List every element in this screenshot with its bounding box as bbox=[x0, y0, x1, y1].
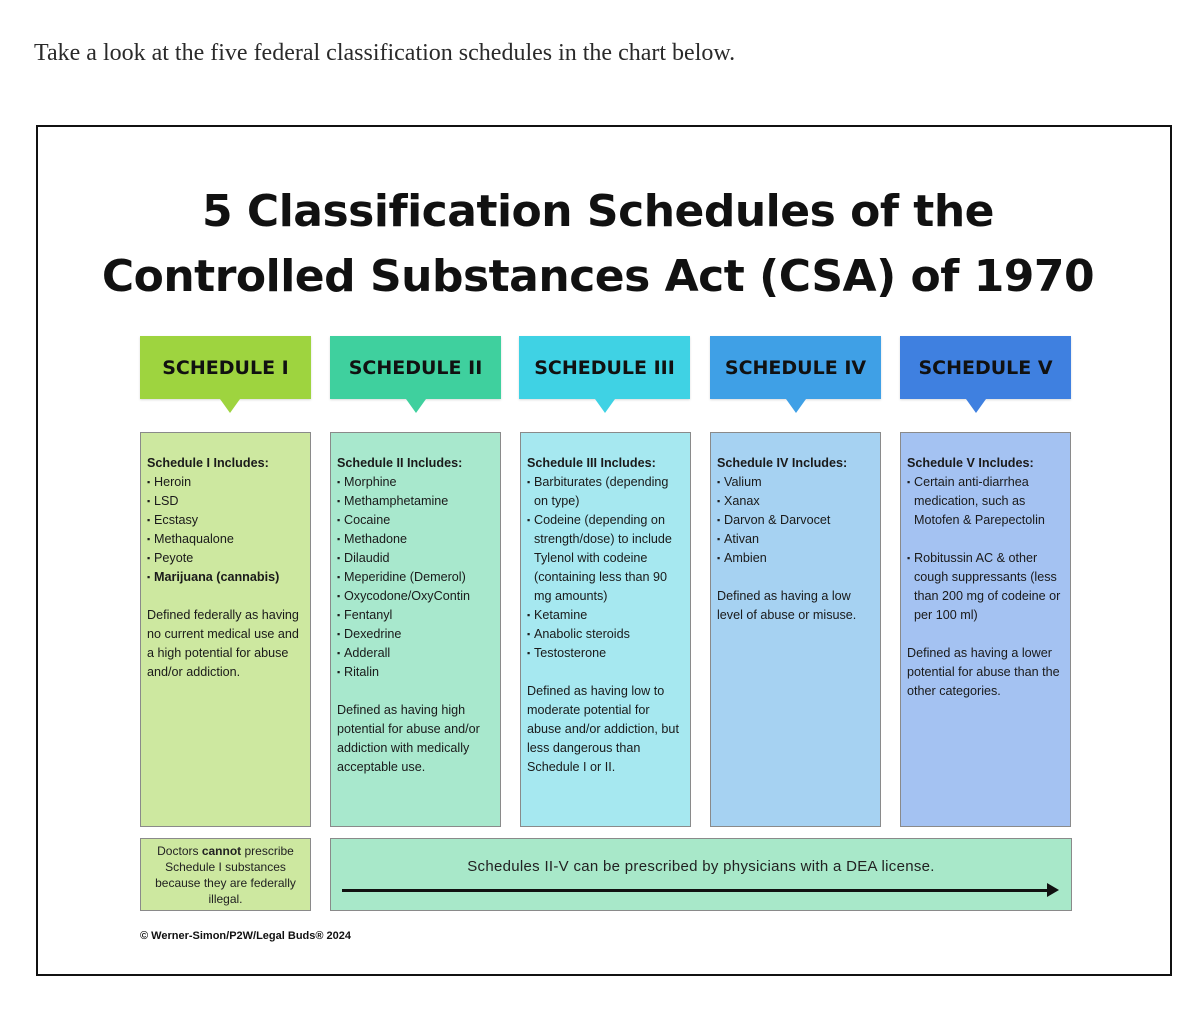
list-item: ▪ LSD bbox=[147, 492, 305, 511]
list-item: ▪ Oxycodone/OxyContin bbox=[337, 587, 495, 606]
schedule-iii-includes: Schedule III Includes: bbox=[527, 456, 656, 470]
list-item: ▪ Barbiturates (depending on type) bbox=[527, 473, 685, 511]
schedule-iv-arrow bbox=[786, 399, 806, 413]
chart-title-line-2: Controlled Substances Act (CSA) of 1970 bbox=[101, 251, 1095, 302]
schedule-i-includes: Schedule I Includes: bbox=[147, 456, 269, 470]
schedule-i-header: SCHEDULE I bbox=[140, 336, 311, 399]
list-item: ▪ Xanax bbox=[717, 492, 875, 511]
schedule-i-arrow bbox=[220, 399, 240, 413]
list-item: ▪ Methaqualone bbox=[147, 530, 305, 549]
schedule-iv-header: SCHEDULE IV bbox=[710, 336, 881, 399]
schedule-i-box bbox=[140, 432, 311, 827]
schedule-iii-definition: Defined as having low to moderate potential for abuse and/or addiction, but less dangerous than Schedule I or II. bbox=[527, 684, 679, 774]
list-item: ▪ Adderall bbox=[337, 644, 495, 663]
schedule-ii-includes: Schedule II Includes: bbox=[337, 456, 463, 470]
list-item: ▪ Ketamine bbox=[527, 606, 685, 625]
list-item: ▪ Ritalin bbox=[337, 663, 495, 682]
list-item: ▪ Dexedrine bbox=[337, 625, 495, 644]
schedule-iv-box bbox=[710, 432, 881, 827]
schedule-iii-box bbox=[520, 432, 691, 827]
list-item: ▪ Peyote bbox=[147, 549, 305, 568]
chart-frame bbox=[36, 125, 1172, 976]
schedule-v-list bbox=[907, 473, 1065, 625]
schedule-iv-includes: Schedule IV Includes: bbox=[717, 456, 848, 470]
schedule-ii-definition: Defined as having high potential for abuse and/or addiction with medically acceptable use. bbox=[337, 703, 480, 774]
list-item: ▪ Testosterone bbox=[527, 644, 685, 663]
schedule-ii-arrow bbox=[406, 399, 426, 413]
note-text-pre: Doctors bbox=[157, 844, 202, 858]
schedule-v-header: SCHEDULE V bbox=[900, 336, 1071, 399]
schedule-i-prescription-note bbox=[140, 838, 311, 911]
list-item: ▪ Morphine bbox=[337, 473, 495, 492]
schedule-ii-box bbox=[330, 432, 501, 827]
schedule-iv-definition: Defined as having a low level of abuse or misuse. bbox=[717, 589, 857, 622]
schedule-v-includes: Schedule V Includes: bbox=[907, 456, 1034, 470]
schedule-ii-header: SCHEDULE II bbox=[330, 336, 501, 399]
arrow-right-icon bbox=[1047, 883, 1059, 897]
schedule-iii-header: SCHEDULE III bbox=[519, 336, 690, 399]
schedule-iii-list bbox=[527, 473, 685, 663]
list-item: ▪ Anabolic steroids bbox=[527, 625, 685, 644]
note-text-bold: cannot bbox=[201, 844, 242, 858]
list-item: ▪ Darvon & Darvocet bbox=[717, 511, 875, 530]
list-item: ▪ Ativan bbox=[717, 530, 875, 549]
intro-text: Take a look at the five federal classification schedules in the chart below. bbox=[34, 40, 736, 66]
list-item: ▪ Ecstasy bbox=[147, 511, 305, 530]
list-item: ▪ Marijuana (cannabis) bbox=[147, 568, 305, 587]
list-item: ▪ Methadone bbox=[337, 530, 495, 549]
arrow-line bbox=[342, 889, 1050, 892]
list-item: ▪ Valium bbox=[717, 473, 875, 492]
list-item: ▪ Certain anti-diarrhea medication, such as Motofen & Parepectolin bbox=[907, 473, 1065, 530]
list-item: ▪ Robitussin AC & other cough suppressants (less than 200 mg of codeine or per 100 ml) bbox=[907, 549, 1065, 625]
schedule-i-definition: Defined federally as having no current medical use and a high potential for abuse and/or addiction. bbox=[147, 608, 299, 679]
copyright: © Werner-Simon/P2W/Legal Buds® 2024 bbox=[140, 930, 352, 942]
list-item: ▪ Meperidine (Demerol) bbox=[337, 568, 495, 587]
schedule-v-definition: Defined as having a lower potential for abuse than the other categories. bbox=[907, 646, 1060, 698]
list-item: ▪ Ambien bbox=[717, 549, 875, 568]
list-item: ▪ Heroin bbox=[147, 473, 305, 492]
list-item: ▪ Dilaudid bbox=[337, 549, 495, 568]
schedule-iv-list bbox=[717, 473, 875, 568]
chart-title bbox=[38, 179, 1158, 309]
note-text-post: prescribe Schedule I substances because they are federally illegal. bbox=[155, 844, 296, 906]
list-item: ▪ Codeine (depending on strength/dose) to include Tylenol with codeine (containing less than 90 mg amounts) bbox=[527, 511, 685, 606]
list-item: ▪ Cocaine bbox=[337, 511, 495, 530]
schedules-ii-v-prescription-note bbox=[330, 838, 1072, 911]
schedule-iii-arrow bbox=[595, 399, 615, 413]
schedule-v-arrow bbox=[966, 399, 986, 413]
schedules-ii-v-note-text: Schedules II-V can be prescribed by physicians with a DEA license. bbox=[467, 858, 935, 875]
schedule-v-box bbox=[900, 432, 1071, 827]
list-item: ▪ Fentanyl bbox=[337, 606, 495, 625]
chart-title-line-1: 5 Classification Schedules of the bbox=[201, 186, 995, 237]
schedule-ii-list bbox=[337, 473, 495, 682]
schedule-i-list bbox=[147, 473, 305, 587]
list-item: ▪ Methamphetamine bbox=[337, 492, 495, 511]
